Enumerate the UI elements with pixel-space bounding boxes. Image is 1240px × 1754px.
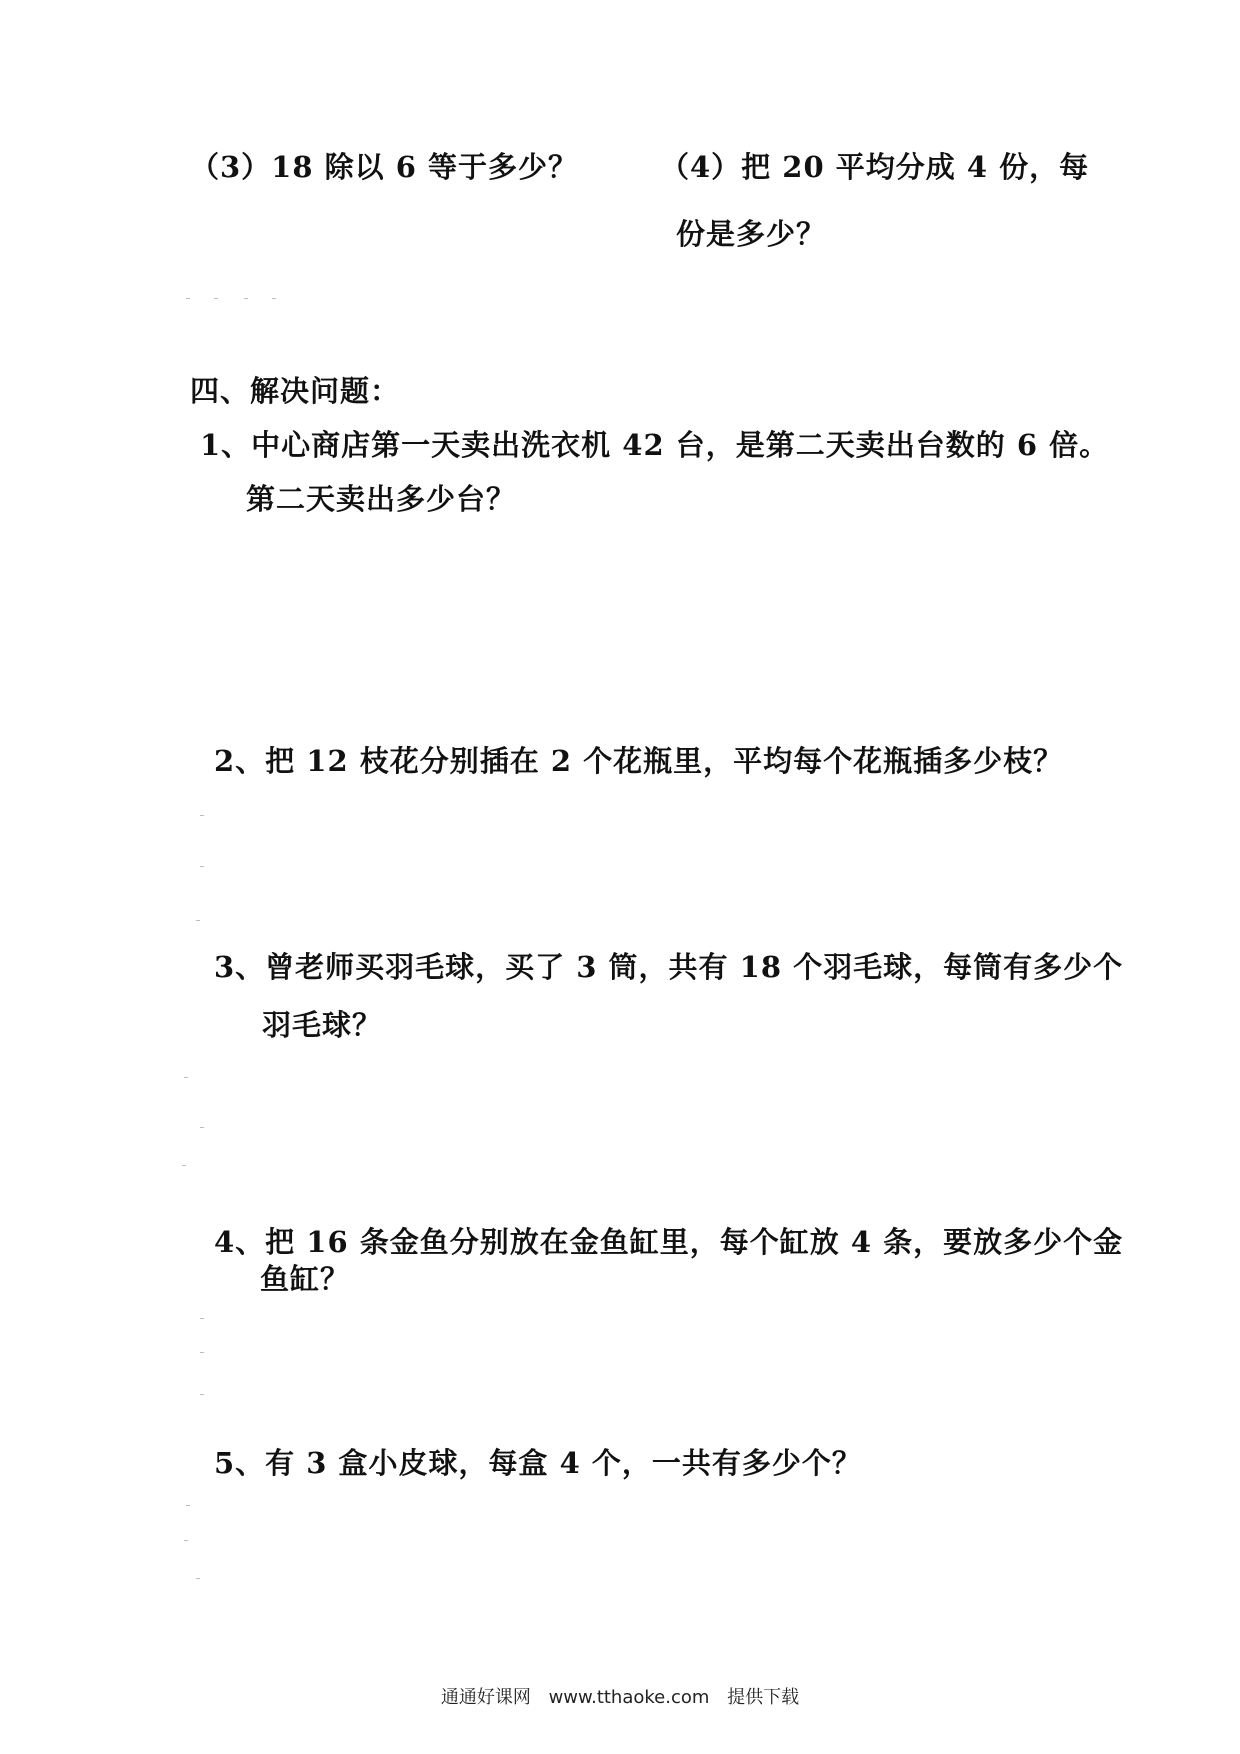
scan-speck bbox=[186, 298, 190, 299]
question-4-line-1: （4）把 20 平均分成 4 份，每 bbox=[660, 150, 1090, 184]
problem-1-line-1: 1、中心商店第一天卖出洗衣机 42 台，是第二天卖出台数的 6 倍。 bbox=[200, 428, 1110, 462]
problem-3-line-1: 3、曾老师买羽毛球，买了 3 筒，共有 18 个羽毛球，每筒有多少个 bbox=[214, 950, 1124, 984]
problem-4-line-1: 4、把 16 条金鱼分别放在金鱼缸里，每个缸放 4 条，要放多少个金 bbox=[214, 1225, 1124, 1259]
section-heading: 四、解决问题： bbox=[190, 374, 401, 408]
scan-speck bbox=[200, 1352, 204, 1353]
scan-speck bbox=[214, 298, 218, 299]
scan-speck bbox=[186, 1505, 190, 1506]
scan-speck bbox=[272, 298, 276, 299]
problem-1-line-2: 第二天卖出多少台？ bbox=[246, 482, 517, 516]
question-3: （3）18 除以 6 等于多少？ bbox=[190, 150, 579, 184]
scan-speck bbox=[184, 1540, 188, 1541]
scan-speck bbox=[184, 1077, 188, 1078]
problem-3-line-2: 羽毛球？ bbox=[262, 1008, 383, 1042]
scan-speck bbox=[182, 1165, 186, 1166]
scan-speck bbox=[200, 1318, 204, 1319]
footer-site-name: 通通好课网 bbox=[440, 1687, 531, 1708]
problem-5-line-1: 5、有 3 盒小皮球，每盒 4 个，一共有多少个？ bbox=[214, 1446, 862, 1480]
scan-speck bbox=[200, 815, 204, 816]
scan-speck bbox=[244, 298, 248, 299]
problem-2-line-1: 2、把 12 枝花分别插在 2 个花瓶里，平均每个花瓶插多少枝？ bbox=[214, 744, 1064, 778]
question-4-line-2: 份是多少？ bbox=[676, 217, 827, 251]
footer-note: 提供下载 bbox=[727, 1687, 800, 1708]
scan-speck bbox=[200, 866, 204, 867]
problem-4-line-2: 鱼缸？ bbox=[260, 1262, 351, 1296]
scan-speck bbox=[196, 920, 200, 921]
scan-speck bbox=[196, 1578, 200, 1579]
scan-speck bbox=[200, 1394, 204, 1395]
page-footer bbox=[0, 1683, 1240, 1709]
scan-speck bbox=[200, 1127, 204, 1128]
footer-url: www.tthaoke.com bbox=[548, 1687, 710, 1708]
